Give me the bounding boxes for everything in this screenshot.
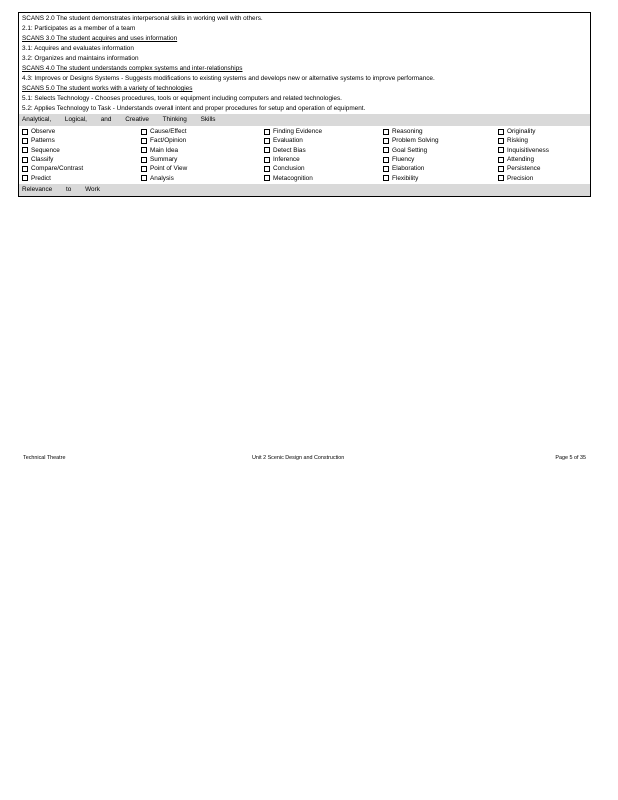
skill-label: Analysis	[150, 174, 174, 182]
skill-label: Metacognition	[273, 174, 313, 182]
checkbox[interactable]	[22, 175, 28, 181]
thinking-header-word: and	[100, 116, 112, 123]
thinking-header-word: Logical,	[64, 116, 87, 123]
skill-item[interactable]	[22, 173, 141, 182]
standards-box	[18, 12, 591, 197]
checkbox[interactable]	[498, 166, 504, 172]
skill-item[interactable]	[264, 164, 383, 173]
checkbox[interactable]	[264, 138, 270, 144]
relevance-header-word: Work	[85, 185, 100, 193]
footer-course: Technical Theatre	[23, 455, 66, 461]
skill-label: Main Idea	[150, 146, 179, 154]
thinking-header-word: Thinking	[162, 116, 187, 123]
skill-item[interactable]	[141, 164, 264, 173]
checkbox[interactable]	[383, 166, 389, 172]
skill-label: Evaluation	[273, 137, 303, 145]
checkbox[interactable]	[383, 175, 389, 181]
skill-label: Cause/Effect	[150, 128, 187, 136]
skill-item[interactable]	[264, 155, 383, 164]
skill-item[interactable]	[264, 146, 383, 155]
scans-line-5: SCANS 4.0 The student understands complex systems and inter-relationships	[22, 65, 243, 72]
skill-item[interactable]	[264, 173, 383, 182]
skill-label: Observe	[31, 128, 56, 136]
scans-line-6: 4.3: Improves or Designs Systems - Suggests modifications to existing systems and develops new or alternative systems to improve performance.	[22, 75, 435, 82]
checkbox[interactable]	[141, 129, 147, 135]
checkbox[interactable]	[22, 147, 28, 153]
skill-label: Precision	[507, 174, 534, 182]
skill-label: Persistence	[507, 165, 541, 173]
thinking-header-word: Skills	[200, 116, 216, 123]
scans-line-8: 5.1: Selects Technology - Chooses procedures, tools or equipment including computers and related technologies.	[22, 95, 342, 102]
footer-page-number: Page 5 of 35	[555, 455, 586, 461]
checkbox[interactable]	[141, 157, 147, 163]
skill-label: Finding Evidence	[273, 128, 323, 136]
skill-item[interactable]	[498, 146, 584, 155]
scans-section	[19, 13, 590, 114]
skill-label: Reasoning	[392, 128, 423, 136]
skill-label: Attending	[507, 156, 535, 164]
skill-label: Predict	[31, 174, 51, 182]
checkbox[interactable]	[22, 166, 28, 172]
scans-line-1: 2.1: Participates as a member of a team	[22, 25, 136, 32]
thinking-header-word: Creative	[125, 116, 149, 123]
thinking-header-word: Analytical,	[22, 116, 52, 123]
skill-item[interactable]	[22, 155, 141, 164]
skill-item[interactable]	[22, 136, 141, 145]
scans-line-3: 3.1: Acquires and evaluates information	[22, 45, 134, 52]
skill-item[interactable]	[383, 127, 498, 136]
skill-item[interactable]	[383, 173, 498, 182]
skill-label: Sequence	[31, 146, 60, 154]
skill-item[interactable]	[383, 146, 498, 155]
skills-column-2	[141, 127, 264, 183]
skill-item[interactable]	[141, 127, 264, 136]
checkbox[interactable]	[383, 157, 389, 163]
scans-line-4: 3.2: Organizes and maintains information	[22, 55, 139, 62]
footer-unit-title: Unit 2 Scenic Design and Construction	[252, 455, 345, 461]
skill-label: Compare/Contrast	[31, 165, 84, 173]
skill-item[interactable]	[498, 155, 584, 164]
checkbox[interactable]	[264, 129, 270, 135]
skill-item[interactable]	[498, 136, 584, 145]
skill-item[interactable]	[141, 155, 264, 164]
checkbox[interactable]	[498, 138, 504, 144]
relevance-to-work-header	[19, 184, 590, 196]
checkbox[interactable]	[22, 157, 28, 163]
checkbox[interactable]	[498, 157, 504, 163]
skill-item[interactable]	[22, 164, 141, 173]
skill-label: Inference	[273, 156, 300, 164]
scans-line-2: SCANS 3.0 The student acquires and uses information	[22, 35, 178, 42]
skills-column-5	[498, 127, 584, 183]
scans-line-7: SCANS 5.0 The student works with a variety of technologies	[22, 85, 193, 92]
skill-label: Risking	[507, 137, 528, 145]
skills-checkbox-grid	[19, 126, 590, 184]
skill-label: Fact/Opinion	[150, 137, 187, 145]
relevance-header-word: to	[65, 185, 72, 193]
checkbox[interactable]	[383, 129, 389, 135]
checkbox[interactable]	[141, 166, 147, 172]
skill-label: Point of View	[150, 165, 188, 173]
checkbox[interactable]	[498, 129, 504, 135]
checkbox[interactable]	[264, 157, 270, 163]
checkbox[interactable]	[22, 129, 28, 135]
skill-label: Summary	[150, 156, 178, 164]
skill-item[interactable]	[498, 164, 584, 173]
skill-label: Problem Solving	[392, 137, 439, 145]
skill-item[interactable]	[264, 136, 383, 145]
skill-label: Detect Bias	[273, 146, 306, 154]
skill-label: Flexibility	[392, 174, 419, 182]
checkbox[interactable]	[264, 175, 270, 181]
scans-line-0: SCANS 2.0 The student demonstrates interpersonal skills in working well with others.	[22, 15, 263, 22]
checkbox[interactable]	[141, 175, 147, 181]
skill-item[interactable]	[141, 136, 264, 145]
skill-label: Classify	[31, 156, 54, 164]
skill-item[interactable]	[141, 173, 264, 182]
skill-item[interactable]	[22, 127, 141, 136]
skill-item[interactable]	[264, 127, 383, 136]
checkbox[interactable]	[498, 147, 504, 153]
skill-item[interactable]	[498, 127, 584, 136]
skill-label: Patterns	[31, 137, 55, 145]
skill-label: Originality	[507, 128, 536, 136]
relevance-header-word: Relevance	[22, 185, 53, 193]
checkbox[interactable]	[383, 138, 389, 144]
skills-column-4	[383, 127, 498, 183]
skill-item[interactable]	[383, 155, 498, 164]
skill-label: Goal Setting	[392, 146, 428, 154]
checkbox[interactable]	[264, 166, 270, 172]
skill-item[interactable]	[22, 146, 141, 155]
skill-label: Elaboration	[392, 165, 425, 173]
skill-label: Fluency	[392, 156, 415, 164]
checkbox[interactable]	[141, 138, 147, 144]
checkbox[interactable]	[22, 138, 28, 144]
skill-item[interactable]	[498, 173, 584, 182]
thinking-skills-header	[19, 114, 590, 126]
skill-label: Conclusion	[273, 165, 305, 173]
scans-line-9: 5.2: Applies Technology to Task - Understands overall intent and proper procedures for setup and operation of equipment.	[22, 105, 366, 112]
skill-item[interactable]	[383, 164, 498, 173]
page-footer	[23, 453, 586, 463]
skill-item[interactable]	[383, 136, 498, 145]
checkbox[interactable]	[141, 147, 147, 153]
skills-column-3	[264, 127, 383, 183]
skill-item[interactable]	[141, 146, 264, 155]
checkbox[interactable]	[498, 175, 504, 181]
skill-label: Inquisitiveness	[507, 146, 549, 154]
checkbox[interactable]	[264, 147, 270, 153]
skills-column-1	[22, 127, 141, 183]
checkbox[interactable]	[383, 147, 389, 153]
